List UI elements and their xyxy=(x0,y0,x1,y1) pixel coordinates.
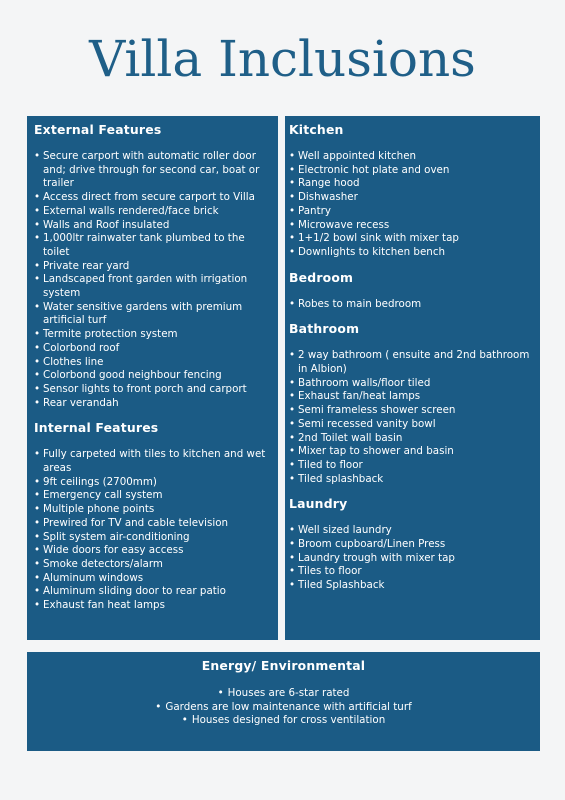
list-item: • Emergency call system xyxy=(34,489,272,503)
bathroom-list xyxy=(289,349,534,486)
list-item: • Access direct from secure carport to Villa xyxy=(34,191,272,205)
list-item: • Broom cupboard/Linen Press xyxy=(289,538,534,552)
list-item: • Split system air-conditioning xyxy=(34,531,272,545)
list-item: • Smoke detectors/alarm xyxy=(34,558,272,572)
list-item: • Downlights to kitchen bench xyxy=(289,246,534,260)
list-item: • External walls rendered/face brick xyxy=(34,205,272,219)
section-bedroom xyxy=(289,270,534,312)
list-item: • Prewired for TV and cable television xyxy=(34,517,272,531)
list-item: • Aluminum windows xyxy=(34,572,272,586)
list-item: • 9ft ceilings (2700mm) xyxy=(34,476,272,490)
list-item: • Range hood xyxy=(289,177,534,191)
list-item: • Fully carpeted with tiles to kitchen and wet areas xyxy=(34,448,272,475)
list-item: • Tiles to floor xyxy=(289,565,534,579)
list-item: • Tiled splashback xyxy=(289,473,534,487)
list-item: • Houses are 6-star rated xyxy=(35,687,532,701)
list-item: • Mixer tap to shower and basin xyxy=(289,445,534,459)
list-item: • Exhaust fan heat lamps xyxy=(34,599,272,613)
page-title: Villa Inclusions xyxy=(89,30,476,88)
section-heading-laundry: Laundry xyxy=(289,496,348,512)
bedroom-list xyxy=(289,298,534,312)
list-item: • Rear verandah xyxy=(34,397,272,411)
list-item: • Colorbond roof xyxy=(34,342,272,356)
internal-features-list xyxy=(34,448,272,612)
list-item: • Walls and Roof insulated xyxy=(34,219,272,233)
section-heading-bathroom: Bathroom xyxy=(289,321,360,337)
list-item: • Robes to main bedroom xyxy=(289,298,534,312)
list-item: • Dishwasher xyxy=(289,191,534,205)
section-heading-kitchen: Kitchen xyxy=(289,122,344,137)
list-item: • Landscaped front garden with irrigation system xyxy=(34,273,272,300)
list-item: • 1,000ltr rainwater tank plumbed to the toilet xyxy=(34,232,272,259)
list-item: • Semi frameless shower screen xyxy=(289,404,534,418)
kitchen-list xyxy=(289,150,534,260)
list-item: • Electronic hot plate and oven xyxy=(289,164,534,178)
list-item: • Exhaust fan/heat lamps xyxy=(289,390,534,404)
list-item: • Clothes line xyxy=(34,356,272,370)
list-item: • Tiled to floor xyxy=(289,459,534,473)
laundry-list xyxy=(289,524,534,593)
list-item: • Gardens are low maintenance with artificial turf xyxy=(35,701,532,715)
energy-environmental-panel xyxy=(27,652,540,751)
list-item: • Houses designed for cross ventilation xyxy=(35,714,532,728)
kitchen-bedroom-bathroom-laundry-panel xyxy=(285,116,540,640)
list-item: • Pantry xyxy=(289,205,534,219)
section-internal-features xyxy=(34,420,272,612)
section-bathroom xyxy=(289,321,534,486)
list-item: • Termite protection system xyxy=(34,328,272,342)
section-heading-internal-features: Internal Features xyxy=(34,420,159,436)
section-heading-bedroom: Bedroom xyxy=(289,269,354,285)
list-item: • Microwave recess xyxy=(289,219,534,233)
list-item: • Colorbond good neighbour fencing xyxy=(34,369,272,383)
list-item: • Water sensitive gardens with premium artificial turf xyxy=(34,301,272,328)
list-item: • Well sized laundry xyxy=(289,524,534,538)
external-features-list xyxy=(34,150,272,410)
section-kitchen xyxy=(289,122,534,260)
list-item: • Semi recessed vanity bowl xyxy=(289,418,534,432)
list-item: • Tiled Splashback xyxy=(289,579,534,593)
section-external-features xyxy=(34,122,272,410)
list-item: • Secure carport with automatic roller door and; drive through for second car, boat or trailer xyxy=(34,150,272,191)
list-item: • Laundry trough with mixer tap xyxy=(289,552,534,566)
list-item: • Sensor lights to front porch and carport xyxy=(34,383,272,397)
list-item: • Wide doors for easy access xyxy=(34,544,272,558)
section-heading-energy-environmental: Energy/ Environmental xyxy=(201,658,366,673)
section-heading-external-features: External Features xyxy=(34,122,162,137)
list-item: • Well appointed kitchen xyxy=(289,150,534,164)
energy-environmental-list xyxy=(35,687,532,728)
list-item: • Multiple phone points xyxy=(34,503,272,517)
section-laundry xyxy=(289,496,534,593)
external-internal-features-panel xyxy=(27,116,278,640)
list-item: • 2nd Toilet wall basin xyxy=(289,432,534,446)
list-item: • Private rear yard xyxy=(34,260,272,274)
list-item: • Aluminum sliding door to rear patio xyxy=(34,585,272,599)
list-item: • 2 way bathroom ( ensuite and 2nd bathroom in Albion) xyxy=(289,349,534,376)
list-item: • 1+1/2 bowl sink with mixer tap xyxy=(289,232,534,246)
list-item: • Bathroom walls/floor tiled xyxy=(289,377,534,391)
